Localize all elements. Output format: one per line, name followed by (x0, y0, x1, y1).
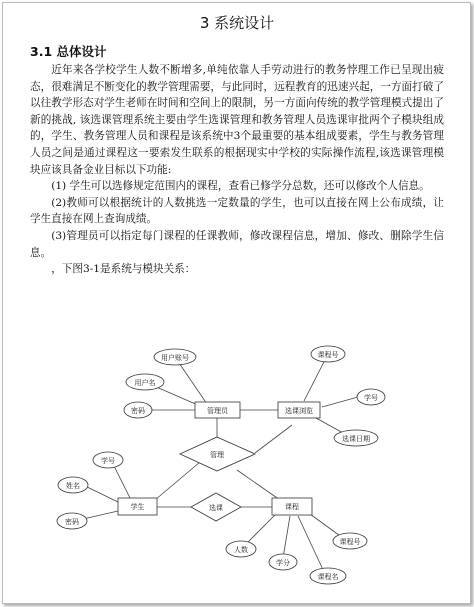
function-item-1: (1) 学生可以选修规定范围内的课程，查看已修学分总数，还可以修改个人信息。 (51, 180, 430, 193)
function-item-3: (3)管理员可以指定每门课程的任课教师，修改课程信息，增加、修改、删除学生信息。 (30, 229, 444, 259)
attr-select-date-label: 选课日期 (342, 435, 370, 443)
entity-admin-label: 管理员 (207, 407, 228, 415)
admin-group (124, 349, 240, 418)
attr-username-label: 用户名 (134, 379, 156, 387)
student-group (57, 452, 157, 529)
attr-browse-student-no-label: 学号 (364, 394, 378, 402)
figure-intro: ，下图3-1是系统与模块关系： (51, 263, 196, 276)
attr-course-no-label: 课程号 (317, 351, 339, 359)
attr-admin-password-label: 密码 (131, 407, 145, 415)
entity-browse-label: 选课浏览 (285, 407, 313, 415)
attr-headcount-label: 人数 (234, 546, 248, 554)
chapter-title: 3 系统设计 (199, 14, 275, 32)
relation-manage-label: 管理 (210, 451, 224, 459)
entity-course-label: 课程 (285, 503, 299, 511)
attr-course-name-label: 课程名 (317, 573, 339, 581)
attr-course-code-label: 课程号 (339, 538, 361, 546)
function-item-2: (2)教师可以根据统计的人数挑选一定数量的学生，也可以直接在网上公布成绩，让学生直接在网上查询成绩。 (30, 196, 444, 226)
relation-select-label: 选课 (209, 504, 223, 512)
attr-name-label: 姓名 (66, 482, 80, 490)
manage-relation-group (180, 437, 255, 471)
browse-group (278, 346, 385, 446)
section-title: 3.1 总体设计 (30, 44, 107, 59)
attr-user-account-label: 用户账号 (161, 354, 189, 362)
attr-student-password-label: 密码 (65, 518, 79, 526)
select-relation-group (191, 493, 241, 521)
entity-student-label: 学生 (130, 503, 145, 511)
attr-student-no-label: 学号 (101, 457, 115, 465)
attr-credit-label: 学分 (276, 559, 290, 567)
intro-paragraph: 近年来各学校学生人数不断增多,单纯依靠人手劳动进行的教务悖理工作已呈现出疲态，很难满足不断变化的教学管理需要，与此同时，远程教育的迅速兴起，一方面打破了以往教学形态对学生老师在时间和空间上的限制，另一方面向传统的教学管理模式提出了新的挑战, 该选课管理系统主要由学生选课管理和教务管理人员选课审批两个子模块组成的，学生、教务管理人员和课程是该系统中3个最重要的基本组成要素，学生与教务管理人员之间是通过课程这一要索发生联系的根据现实中学校的实际操作流程,该选课管理模块应该具备金业目标以下功能: (30, 64, 444, 176)
course-group (226, 498, 367, 584)
